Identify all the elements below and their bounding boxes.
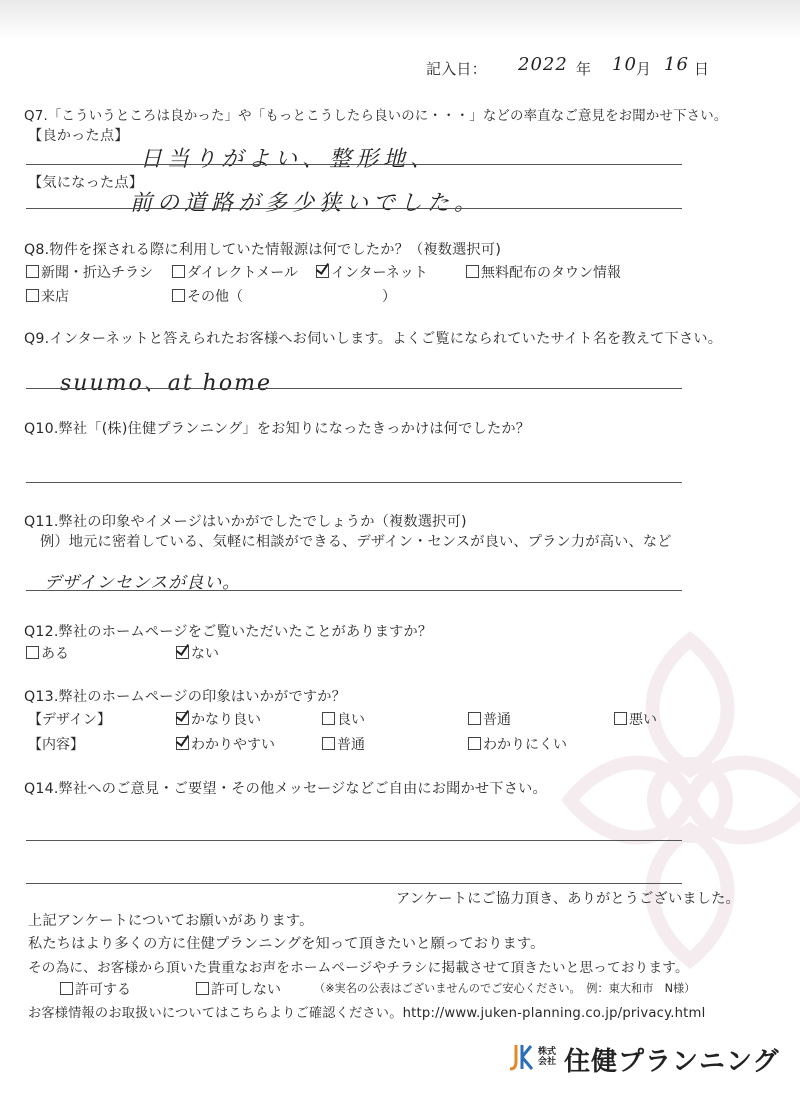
q13-design-label: 【デザイン】 — [28, 712, 112, 728]
q13-content-normal[interactable]: 普通 — [322, 734, 365, 754]
q13-design-normal[interactable]: 普通 — [468, 709, 511, 729]
checkbox-icon[interactable] — [466, 265, 479, 278]
q8-question: Q8.物件を探される際に利用していた情報源は何でしたか？（複数選択可) — [24, 242, 502, 258]
q8-other-close: ） — [382, 289, 396, 305]
checkbox-icon[interactable] — [172, 289, 185, 302]
q11-answer: デザインセンスが良い。 — [44, 573, 241, 593]
q14-line-2 — [26, 883, 682, 884]
checkbox-icon[interactable] — [322, 737, 335, 750]
checkbox-icon[interactable] — [196, 982, 209, 995]
date-month-unit: 月 — [636, 60, 652, 78]
checkbox-icon[interactable] — [26, 289, 39, 302]
q11-question: Q11.弊社の印象やイメージはいかがでしたでしょうか（複数選択可) — [24, 514, 467, 530]
q12-option-no[interactable]: ない — [176, 643, 219, 663]
q14-line-1 — [26, 840, 682, 841]
checkbox-checked-icon[interactable] — [316, 265, 329, 278]
q8-option-other[interactable]: その他（ — [172, 286, 243, 306]
footer-line-3: その為に、お客様から頂いた貴重なお声をホームページやチラシに掲載させて頂きたいと思っております。 — [28, 960, 689, 976]
q9-answer: suumo、at home — [60, 371, 272, 396]
q8-option-town-info[interactable]: 無料配布のタウン情報 — [466, 262, 621, 282]
footer-thanks: アンケートにご協力頂き、ありがとうございました。 — [396, 891, 740, 907]
logo-company-name: 住健プランニング — [564, 1047, 780, 1077]
q14-question: Q14.弊社へのご意見・ご要望・その他メッセージなどご自由にお聞かせ下さい。 — [24, 781, 547, 797]
q13-content-label: 【内容】 — [28, 737, 84, 753]
date-day-unit: 日 — [694, 60, 710, 78]
q12-option-yes[interactable]: ある — [26, 643, 69, 663]
q9-question: Q9.インターネットと答えられたお客様へお伺いします。よくご覧になられていたサイト名を教えて下さい。 — [24, 331, 723, 347]
q8-option-newspaper[interactable]: 新聞・折込チラシ — [26, 262, 153, 282]
q13-design-very-good[interactable]: かなり良い — [176, 709, 261, 729]
q7-good-answer: 日当りがよい、整形地、 — [140, 147, 438, 172]
checkbox-icon[interactable] — [614, 712, 627, 725]
q10-question: Q10.弊社「(株)住健プランニング」をお知りになったきっかけは何でしたか？ — [24, 421, 531, 437]
q8-option-visit[interactable]: 来店 — [26, 286, 69, 306]
q12-question: Q12.弊社のホームページをご覧いただいたことがありますか？ — [24, 624, 433, 640]
q7-concern-line — [26, 208, 682, 209]
checkbox-checked-icon[interactable] — [176, 712, 189, 725]
date-year: 2022 — [518, 54, 568, 75]
footer-line-2: 私たちはより多くの方に住健プランニングを知って頂きたいと願っております。 — [28, 936, 545, 952]
checkbox-icon[interactable] — [26, 265, 39, 278]
q7-concern-label: 【気になった点】 — [28, 175, 144, 191]
date-label: 記入日： — [426, 60, 487, 78]
date-day: 16 — [664, 54, 689, 75]
checkbox-checked-icon[interactable] — [176, 737, 189, 750]
footer-permit-option[interactable]: 許可する — [60, 979, 131, 999]
checkbox-icon[interactable] — [322, 712, 335, 725]
q7-question: Q7.「こういうところは良かった」や「もっとこうしたら良いのに・・・」などの率直なご意見をお聞かせ下さい。 — [24, 109, 728, 124]
q13-content-unclear[interactable]: わかりにくい — [468, 734, 567, 754]
footer-note: （※実名の公表はございませんのでご安心ください。 例：東大和市 N様） — [314, 982, 696, 995]
checkbox-icon[interactable] — [26, 646, 39, 659]
q8-option-direct-mail[interactable]: ダイレクトメール — [172, 262, 298, 282]
footer-privacy: お客様情報のお取扱いについてはこちらよりご確認ください。http://www.juken-planning.co.jp/privacy.html — [28, 1006, 706, 1021]
q11-example: 例）地元に密着している、気軽に相談ができる、デザイン・センスが良い、プラン力が高い、など — [40, 534, 672, 550]
jk-logo-icon — [508, 1042, 534, 1074]
q10-line — [26, 482, 682, 483]
footer-line-1: 上記アンケートについてお願いがあります。 — [28, 913, 314, 929]
q13-design-good[interactable]: 良い — [322, 709, 365, 729]
q7-concern-answer: 前の道路が多少狭いでした。 — [130, 191, 482, 216]
q13-content-clear[interactable]: わかりやすい — [176, 734, 275, 754]
q7-good-label: 【良かった点】 — [28, 128, 129, 144]
date-month: 10 — [612, 54, 637, 75]
q13-design-bad[interactable]: 悪い — [614, 709, 657, 729]
company-logo — [508, 1040, 790, 1076]
watermark-flower-icon — [560, 620, 800, 980]
q11-line — [26, 590, 682, 591]
q8-option-internet[interactable]: インターネット — [316, 262, 428, 282]
date-year-unit: 年 — [576, 60, 592, 78]
checkbox-icon[interactable] — [468, 737, 481, 750]
q7-good-line — [26, 164, 682, 165]
checkbox-icon[interactable] — [60, 982, 73, 995]
footer-deny-option[interactable]: 許可しない — [196, 979, 281, 999]
checkbox-checked-icon[interactable] — [176, 646, 189, 659]
q9-line — [26, 388, 682, 389]
checkbox-icon[interactable] — [172, 265, 185, 278]
logo-kabushiki: 株式会社 — [538, 1047, 557, 1067]
scan-shade — [0, 0, 800, 40]
checkbox-icon[interactable] — [468, 712, 481, 725]
q13-question: Q13.弊社のホームページの印象はいかがですか？ — [24, 689, 346, 705]
